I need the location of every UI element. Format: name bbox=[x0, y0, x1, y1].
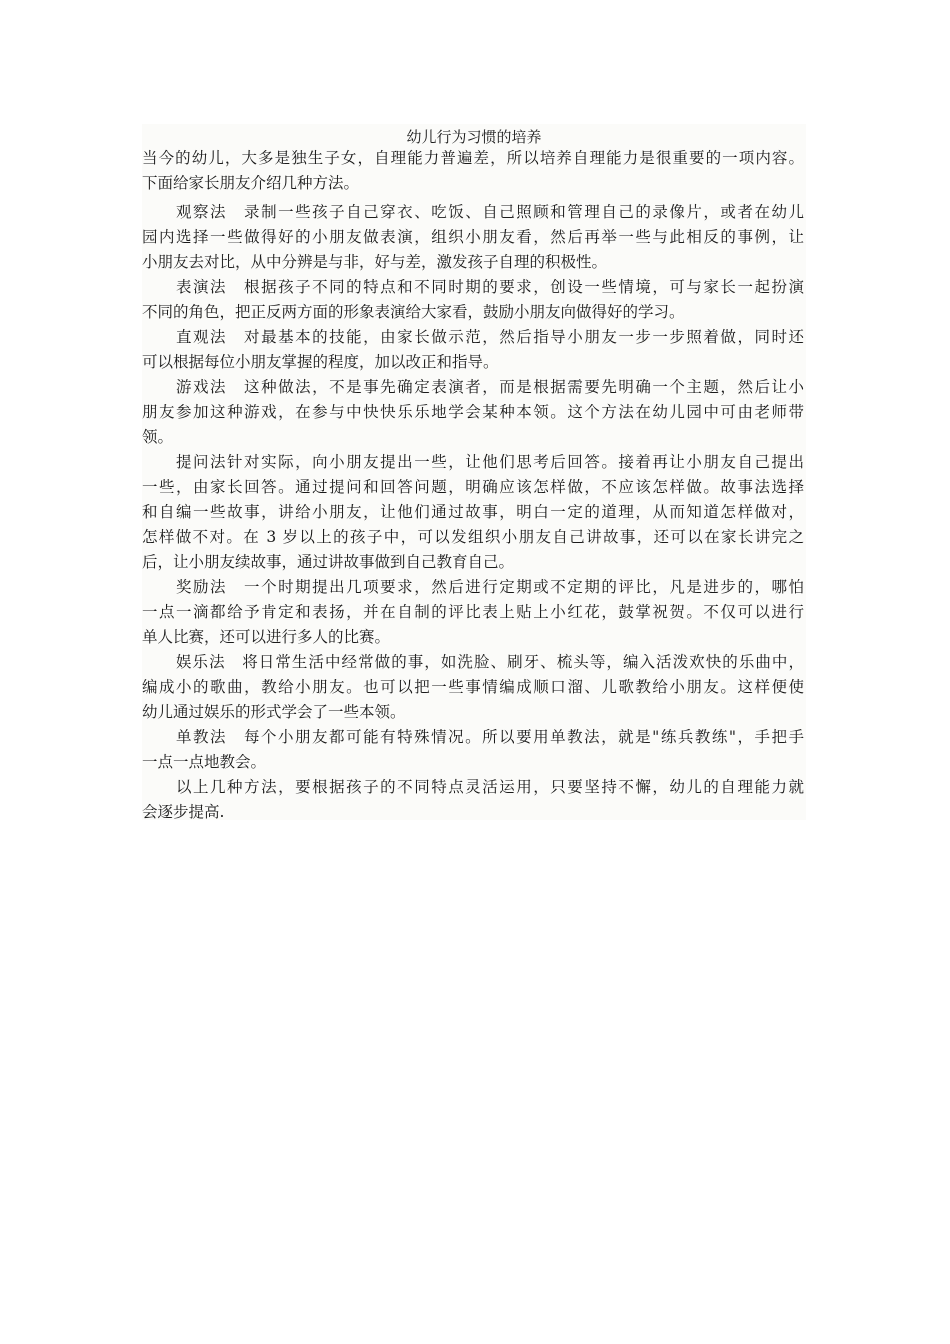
paragraph-line: 以上几种方法，要根据孩子的不同特点灵活运用，只要坚持不懈，幼儿的自理能力就 bbox=[176, 778, 804, 796]
paragraph-line: 游戏法 这种做法，不是事先确定表演者，而是根据需要先明确一个主题，然后让小 bbox=[176, 378, 804, 396]
paragraph-line: 当今的幼儿，大多是独生子女，自理能力普遍差，所以培养自理能力是很重要的一项内容。 bbox=[142, 149, 804, 167]
paragraph-line: 领。 bbox=[142, 428, 174, 446]
paragraph-line: 会逐步提高. bbox=[142, 803, 225, 821]
paragraph-line: 朋友参加这种游戏，在参与中快快乐乐地学会某种本领。这个方法在幼儿园中可由老师带 bbox=[142, 403, 804, 421]
paragraph-line: 怎样做不对。在 3 岁以上的孩子中，可以发组织小朋友自己讲故事，还可以在家长讲完之 bbox=[142, 528, 804, 546]
paragraph-line: 一点一点地教会。 bbox=[142, 753, 267, 771]
paragraph-line: 可以根据每位小朋友掌握的程度，加以改正和指导。 bbox=[142, 353, 499, 371]
paragraph-line: 单人比赛，还可以进行多人的比赛。 bbox=[142, 628, 391, 646]
paragraph-line: 直观法 对最基本的技能，由家长做示范，然后指导小朋友一步一步照着做，同时还 bbox=[176, 328, 804, 346]
document-content bbox=[142, 124, 806, 820]
paragraph-line: 幼儿通过娱乐的形式学会了一些本领。 bbox=[142, 703, 406, 721]
paragraph-line: 单教法 每个小朋友都可能有特殊情况。所以要用单教法，就是"练兵教练"，手把手 bbox=[176, 728, 804, 746]
paragraph-line: 园内选择一些做得好的小朋友做表演，组织小朋友看，然后再举一些与此相反的事例，让 bbox=[142, 228, 804, 246]
paragraph-line: 提问法针对实际，向小朋友提出一些，让他们思考后回答。接着再让小朋友自己提出 bbox=[176, 453, 804, 471]
paragraph-line: 一些，由家长回答。通过提问和回答问题，明确应该怎样做，不应该怎样做。故事法选择 bbox=[142, 478, 804, 496]
paragraph-line: 不同的角色，把正反两方面的形象表演给大家看，鼓励小朋友向做得好的学习。 bbox=[142, 303, 685, 321]
paragraph-line: 表演法 根据孩子不同的特点和不同时期的要求，创设一些情境，可与家长一起扮演 bbox=[176, 278, 804, 296]
paragraph-line: 和自编一些故事，讲给小朋友，让他们通过故事，明白一定的道理，从而知道怎样做对， bbox=[142, 503, 804, 521]
paragraph-line: 小朋友去对比，从中分辨是与非，好与差，激发孩子自理的积极性。 bbox=[142, 253, 608, 271]
paragraph-line: 观察法 录制一些孩子自己穿衣、吃饭、自己照顾和管理自己的录像片，或者在幼儿 bbox=[176, 203, 804, 221]
paragraph-line: 编成小的歌曲，教给小朋友。也可以把一些事情编成顺口溜、儿歌教给小朋友。这样便使 bbox=[142, 678, 804, 696]
paragraph-line: 后，让小朋友续故事，通过讲故事做到自己教育自己。 bbox=[142, 553, 515, 571]
paragraph-line: 一点一滴都给予肯定和表扬，并在自制的评比表上贴上小红花，鼓掌祝贺。不仅可以进行 bbox=[142, 603, 804, 621]
document-title: 幼儿行为习惯的培养 bbox=[406, 128, 542, 146]
paragraph-line: 下面给家长朋友介绍几种方法。 bbox=[142, 174, 360, 192]
paragraph-line: 奖励法 一个时期提出几项要求，然后进行定期或不定期的评比，凡是进步的，哪怕 bbox=[176, 578, 804, 596]
paragraph-line: 娱乐法 将日常生活中经常做的事，如洗脸、刷牙、梳头等，编入活泼欢快的乐曲中， bbox=[176, 653, 804, 671]
